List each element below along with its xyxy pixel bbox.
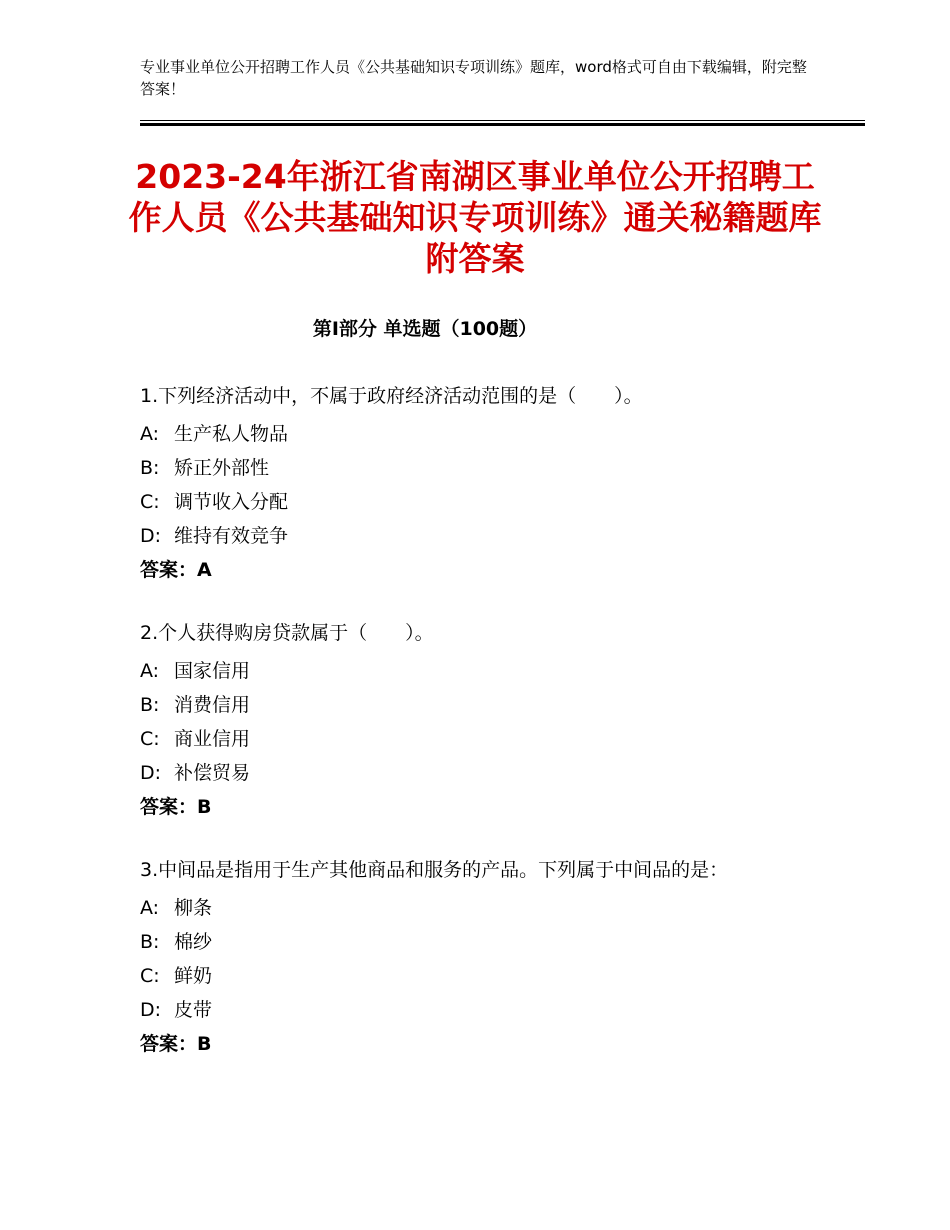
- question-2: [140, 620, 790, 824]
- question-list: [140, 383, 790, 1094]
- header-note: 专业事业单位公开招聘工作人员《公共基础知识专项训练》题库，word格式可自由下载编辑，附完整答案！: [140, 58, 807, 98]
- option-letter: C:: [140, 728, 160, 750]
- option-letter: D:: [140, 525, 162, 547]
- option-letter: A:: [140, 423, 160, 445]
- option-d: [140, 993, 790, 1027]
- question-stem: 1.下列经济活动中，不属于政府经济活动范围的是（ ）。: [140, 385, 643, 407]
- option-text: 皮带: [174, 999, 213, 1021]
- option-letter: B:: [140, 457, 160, 479]
- option-text: 矫正外部性: [174, 457, 270, 479]
- option-text: 鲜奶: [174, 965, 213, 987]
- option-letter: D:: [140, 999, 162, 1021]
- option-text: 柳条: [174, 897, 213, 919]
- option-letter: A:: [140, 897, 160, 919]
- question-3: [140, 857, 790, 1061]
- option-a: [140, 417, 790, 451]
- answer-label: 答案：A: [140, 559, 212, 581]
- document-title: 2023-24年浙江省南湖区事业单位公开招聘工作人员《公共基础知识专项训练》通关秘籍题库附答案: [128, 157, 822, 278]
- option-d: [140, 519, 790, 553]
- option-letter: C:: [140, 965, 160, 987]
- option-letter: A:: [140, 660, 160, 682]
- question-1: [140, 383, 790, 587]
- option-text: 棉纱: [174, 931, 213, 953]
- option-b: [140, 688, 790, 722]
- option-letter: D:: [140, 762, 162, 784]
- option-text: 调节收入分配: [174, 491, 289, 513]
- option-text: 国家信用: [174, 660, 251, 682]
- option-text: 消费信用: [174, 694, 251, 716]
- option-letter: C:: [140, 491, 160, 513]
- question-stem: 2.个人获得购房贷款属于（ ）。: [140, 622, 434, 644]
- option-text: 维持有效竞争: [174, 525, 289, 547]
- option-b: [140, 925, 790, 959]
- option-letter: B:: [140, 694, 160, 716]
- option-text: 生产私人物品: [174, 423, 289, 445]
- option-c: [140, 722, 790, 756]
- option-c: [140, 959, 790, 993]
- option-letter: B:: [140, 931, 160, 953]
- option-a: [140, 891, 790, 925]
- option-text: 补偿贸易: [174, 762, 251, 784]
- answer-label: 答案：B: [140, 1033, 212, 1055]
- option-d: [140, 756, 790, 790]
- header-divider: [140, 120, 865, 126]
- option-a: [140, 654, 790, 688]
- option-text: 商业信用: [174, 728, 251, 750]
- section-heading: 第Ⅰ部分 单选题（100题）: [312, 318, 538, 340]
- option-c: [140, 485, 790, 519]
- option-b: [140, 451, 790, 485]
- answer-label: 答案：B: [140, 796, 212, 818]
- question-stem: 3.中间品是指用于生产其他商品和服务的产品。下列属于中间品的是：: [140, 859, 729, 881]
